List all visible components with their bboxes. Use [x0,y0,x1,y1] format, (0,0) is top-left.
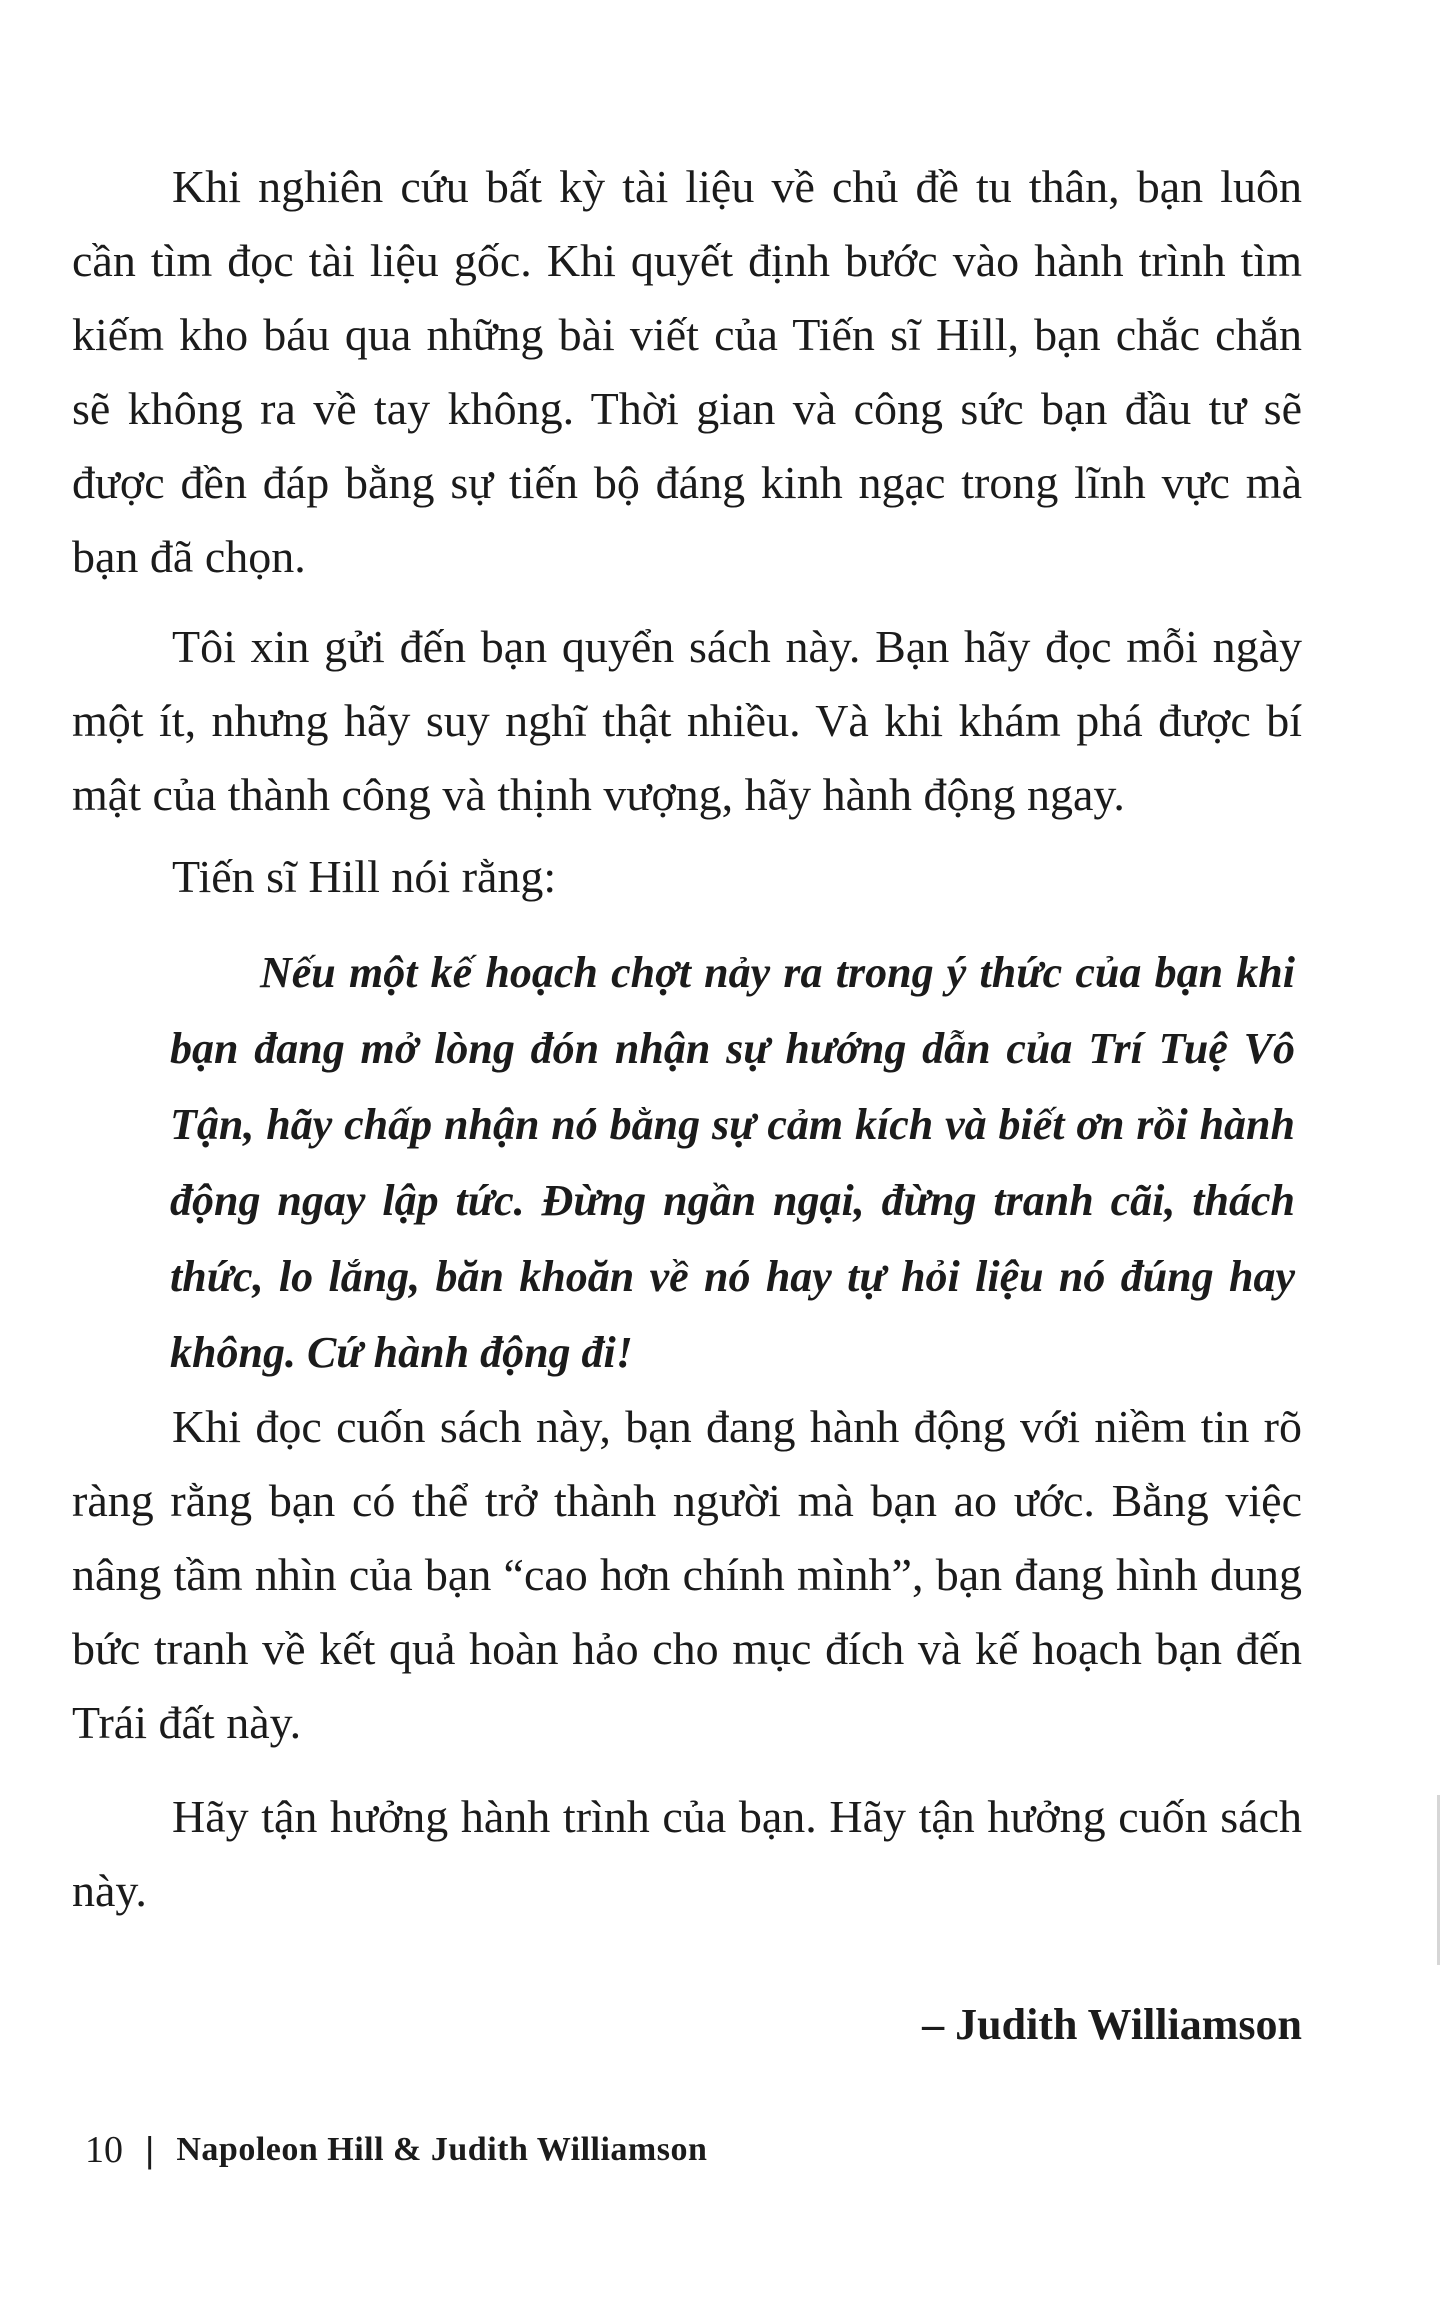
paragraph-gift: Tôi xin gửi đến bạn quyển sách này. Bạn hãy đọc mỗi ngày một ít, nhưng hãy suy nghĩ thật nhiều. Và khi khám phá được bí mật của thành công và thịnh vượng, hãy hành động ngay. [72,621,1302,820]
page-number: 10 [85,2129,123,2171]
paragraph-quote-lead: Tiến sĩ Hill nói rằng: [172,851,557,902]
paragraph-intro: Khi nghiên cứu bất kỳ tài liệu về chủ đề tu thân, bạn luôn cần tìm đọc tài liệu gốc. Khi quyết định bước vào hành trình tìm kiếm kho báu qua những bài viết của Tiến sĩ Hill, bạn chắc chắn sẽ không ra về tay không. Thời gian và công sức bạn đầu tư sẽ được đền đáp bằng sự tiến bộ đáng kinh ngạc trong lĩnh vực mà bạn đã chọn. [72,161,1302,582]
page-footer [85,2125,707,2175]
footer-separator: | [145,2129,155,2170]
paragraph-belief: Khi đọc cuốn sách này, bạn đang hành động với niềm tin rõ ràng rằng bạn có thể trở thành người mà bạn ao ước. Bằng việc nâng tầm nhìn của bạn “cao hơn chính mình”, bạn đang hình dung bức tranh về kết quả hoàn hảo cho mục đích và kế hoạch bạn đến Trái đất này. [72,1401,1302,1748]
running-head: Napoleon Hill & Judith Williamson [176,2131,708,2168]
author-signature: – Judith Williamson [922,2000,1302,2049]
paragraph-enjoy: Hãy tận hưởng hành trình của bạn. Hãy tận hưởng cuốn sách này. [72,1791,1302,1916]
hill-quote: Nếu một kế hoạch chợt nảy ra trong ý thức của bạn khi bạn đang mở lòng đón nhận sự hướng dẫn của Trí Tuệ Vô Tận, hãy chấp nhận nó bằng sự cảm kích và biết ơn rồi hành động ngay lập tức. Đừng ngần ngại, đừng tranh cãi, thách thức, lo lắng, băn khoăn về nó hay tự hỏi liệu nó đúng hay không. Cứ hành động đi! [170,948,1295,1377]
